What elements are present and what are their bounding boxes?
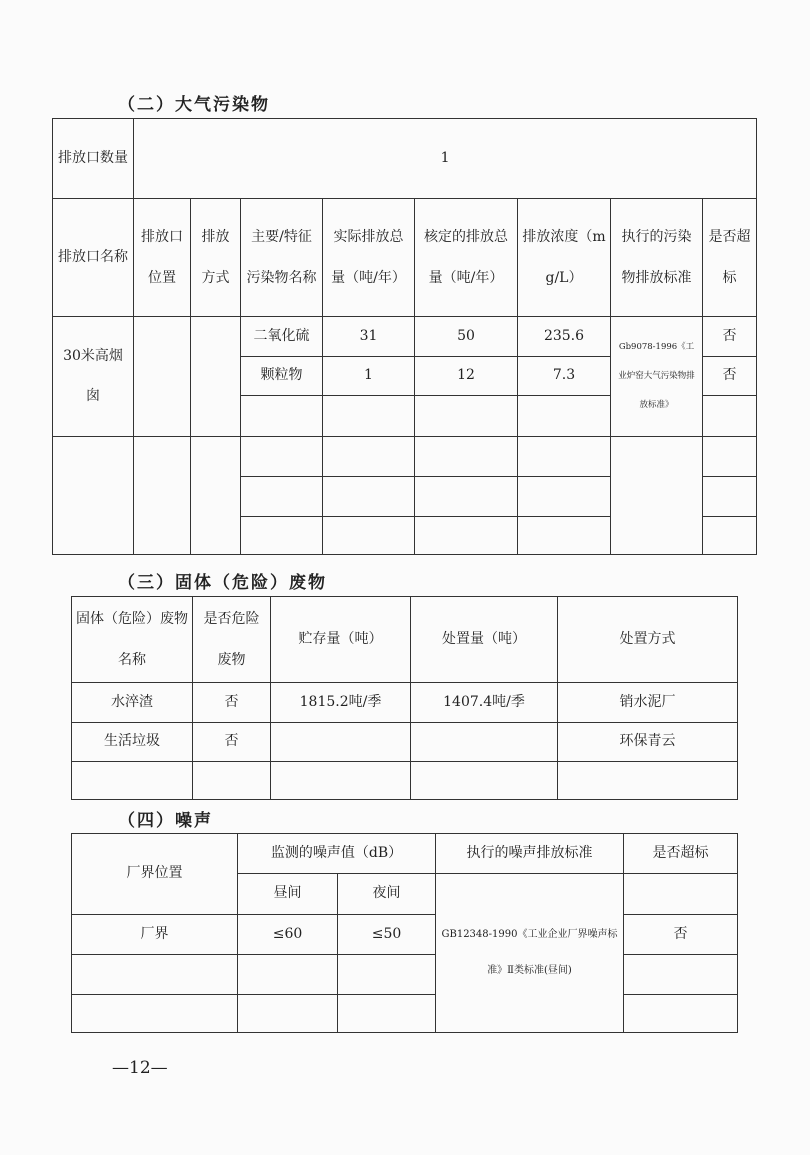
empty-cell: [323, 436, 415, 476]
disposal-method-cell: 环保青云: [558, 723, 738, 762]
air-pollutant-table: [52, 118, 757, 555]
noise-section-title: （四）噪声: [118, 811, 213, 831]
header-exceed: 是否超标: [703, 199, 757, 317]
empty-cell: [323, 476, 415, 516]
daytime-value-cell: ≤60: [238, 915, 338, 955]
approved-cell: 12: [415, 357, 518, 396]
header-disposal: 处置量（吨）: [411, 597, 558, 683]
empty-cell: [624, 874, 738, 915]
empty-cell: [241, 395, 323, 436]
emission-method-cell: [191, 317, 241, 437]
storage-cell: [271, 723, 411, 762]
empty-cell: [624, 995, 738, 1033]
empty-cell: [323, 395, 415, 436]
empty-cell: [518, 436, 611, 476]
waste-name-cell: 生活垃圾: [72, 723, 193, 762]
noise-table: [71, 833, 738, 1033]
hazardous-cell: 否: [193, 683, 271, 723]
empty-cell: [72, 995, 238, 1033]
empty-cell: [338, 955, 436, 995]
pollutant-cell: 二氧化硫: [241, 317, 323, 357]
boundary-location-cell: 厂界: [72, 915, 238, 955]
empty-cell: [415, 516, 518, 554]
waste-name-cell: 水淬渣: [72, 683, 193, 723]
header-outlet-position: 排放口位置: [134, 199, 191, 317]
outlet-name-cell: 30米高烟囱: [53, 317, 134, 437]
disposal-method-cell: 销水泥厂: [558, 683, 738, 723]
air-section-title: （二）大气污染物: [118, 95, 270, 115]
empty-cell: [415, 395, 518, 436]
solid-waste-table: [71, 596, 738, 800]
header-actual-total: 实际排放总量（吨/年）: [323, 199, 415, 317]
hazardous-cell: 否: [193, 723, 271, 762]
empty-cell: [703, 395, 757, 436]
page-number: —12—: [112, 1058, 168, 1078]
header-standard: 执行的污染物排放标准: [611, 199, 703, 317]
noise-exceed-cell: 否: [624, 915, 738, 955]
empty-cell: [241, 436, 323, 476]
exceed-cell: 否: [703, 357, 757, 396]
header-boundary-location: 厂界位置: [72, 834, 238, 915]
empty-cell: [193, 761, 271, 799]
outlet-count-value: 1: [134, 119, 757, 199]
empty-cell: [611, 436, 703, 554]
nighttime-value-cell: ≤50: [338, 915, 436, 955]
pollutant-cell: 颗粒物: [241, 357, 323, 396]
empty-cell: [191, 436, 241, 554]
empty-cell: [411, 761, 558, 799]
header-nighttime: 夜间: [338, 874, 436, 915]
header-pollutant-name: 主要/特征污染物名称: [241, 199, 323, 317]
empty-cell: [323, 516, 415, 554]
header-emission-method: 排放方式: [191, 199, 241, 317]
empty-cell: [338, 995, 436, 1033]
empty-cell: [703, 516, 757, 554]
actual-cell: 31: [323, 317, 415, 357]
empty-cell: [238, 955, 338, 995]
standard-cell: Gb9078-1996《工业炉窑大气污染物排放标准》: [611, 317, 703, 437]
storage-cell: 1815.2吨/季: [271, 683, 411, 723]
empty-cell: [271, 761, 411, 799]
empty-cell: [53, 436, 134, 554]
header-daytime: 昼间: [238, 874, 338, 915]
empty-cell: [703, 436, 757, 476]
header-storage: 贮存量（吨）: [271, 597, 411, 683]
concentration-cell: 7.3: [518, 357, 611, 396]
header-noise-exceed: 是否超标: [624, 834, 738, 874]
empty-cell: [415, 476, 518, 516]
empty-cell: [72, 955, 238, 995]
header-concentration: 排放浓度（mg/L）: [518, 199, 611, 317]
empty-cell: [241, 516, 323, 554]
concentration-cell: 235.6: [518, 317, 611, 357]
approved-cell: 50: [415, 317, 518, 357]
empty-cell: [238, 995, 338, 1033]
header-noise-standard: 执行的噪声排放标准: [436, 834, 624, 874]
empty-cell: [558, 761, 738, 799]
empty-cell: [241, 476, 323, 516]
disposal-cell: 1407.4吨/季: [411, 683, 558, 723]
outlet-position-cell: [134, 317, 191, 437]
actual-cell: 1: [323, 357, 415, 396]
header-hazardous: 是否危险废物: [193, 597, 271, 683]
header-approved-total: 核定的排放总量（吨/年）: [415, 199, 518, 317]
noise-standard-cell: GB12348-1990《工业企业厂界噪声标准》Ⅱ类标准(昼间): [436, 874, 624, 1033]
header-outlet-name: 排放口名称: [53, 199, 134, 317]
empty-cell: [72, 761, 193, 799]
empty-cell: [703, 476, 757, 516]
header-monitored-noise: 监测的噪声值（dB）: [238, 834, 436, 874]
empty-cell: [415, 436, 518, 476]
header-disposal-method: 处置方式: [558, 597, 738, 683]
empty-cell: [518, 395, 611, 436]
header-waste-name: 固体（危险）废物名称: [72, 597, 193, 683]
disposal-cell: [411, 723, 558, 762]
outlet-count-label: 排放口数量: [53, 119, 134, 199]
empty-cell: [624, 955, 738, 995]
solid-section-title: （三）固体（危险）废物: [118, 573, 327, 593]
empty-cell: [134, 436, 191, 554]
empty-cell: [518, 476, 611, 516]
exceed-cell: 否: [703, 317, 757, 357]
empty-cell: [518, 516, 611, 554]
